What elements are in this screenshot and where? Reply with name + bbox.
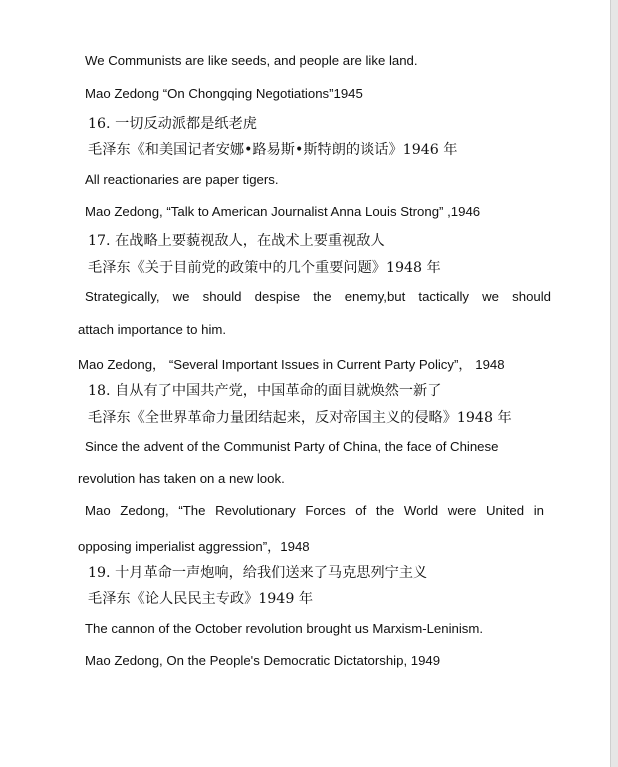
quote-18-source-line-1: Mao Zedong, “The Revolutionary Forces of the World were United in [85, 503, 544, 518]
quote-16-english: All reactionaries are paper tigers. [85, 172, 279, 187]
quote-18-source-line-2: opposing imperialist aggression”，1948 [78, 539, 310, 554]
quote-17-english-line-1: Strategically, we should despise the enemy,but tactically we should [85, 289, 551, 304]
quote-17-chinese: 17. 在战略上要藐视敌人，在战术上要重视敌人 [88, 233, 385, 249]
quote-19-english: The cannon of the October revolution brought us Marxism-Leninism. [85, 621, 484, 636]
quote-17-source-chinese: 毛泽东《关于目前党的政策中的几个重要问题》1948 年 [88, 260, 441, 276]
quote-18-english-line-1: Since the advent of the Communist Party of China, the face of Chinese [85, 439, 499, 454]
quote-18-source-chinese: 毛泽东《全世界革命力量团结起来，反对帝国主义的侵略》1948 年 [88, 410, 512, 426]
quote-18-english-line-2: revolution has taken on a new look. [78, 471, 285, 486]
quote-19-source: Mao Zedong, On the People's Democratic Dictatorship, 1949 [85, 653, 441, 668]
quote-15-source: Mao Zedong “On Chongqing Negotiations”1945 [85, 86, 363, 101]
quote-16-source-chinese: 毛泽东《和美国记者安娜•路易斯•斯特朗的谈话》1946 年 [88, 142, 458, 158]
quote-17-english-line-2: attach importance to him. [78, 322, 227, 337]
quote-19-chinese: 19. 十月革命一声炮响，给我们送来了马克思列宁主义 [88, 565, 428, 581]
quote-19-source-chinese: 毛泽东《论人民民主专政》1949 年 [88, 591, 314, 607]
quote-17-source: Mao Zedong， “Several Important Issues in Current Party Policy”， 1948 [78, 357, 505, 372]
quote-16-chinese: 16. 一切反动派都是纸老虎 [88, 116, 257, 132]
quote-18-chinese: 18. 自从有了中国共产党，中国革命的面目就焕然一新了 [88, 383, 442, 399]
quote-15-english: We Communists are like seeds, and people are like land. [85, 53, 418, 68]
quote-16-source: Mao Zedong, “Talk to American Journalist Anna Louis Strong” ,1946 [85, 204, 481, 219]
